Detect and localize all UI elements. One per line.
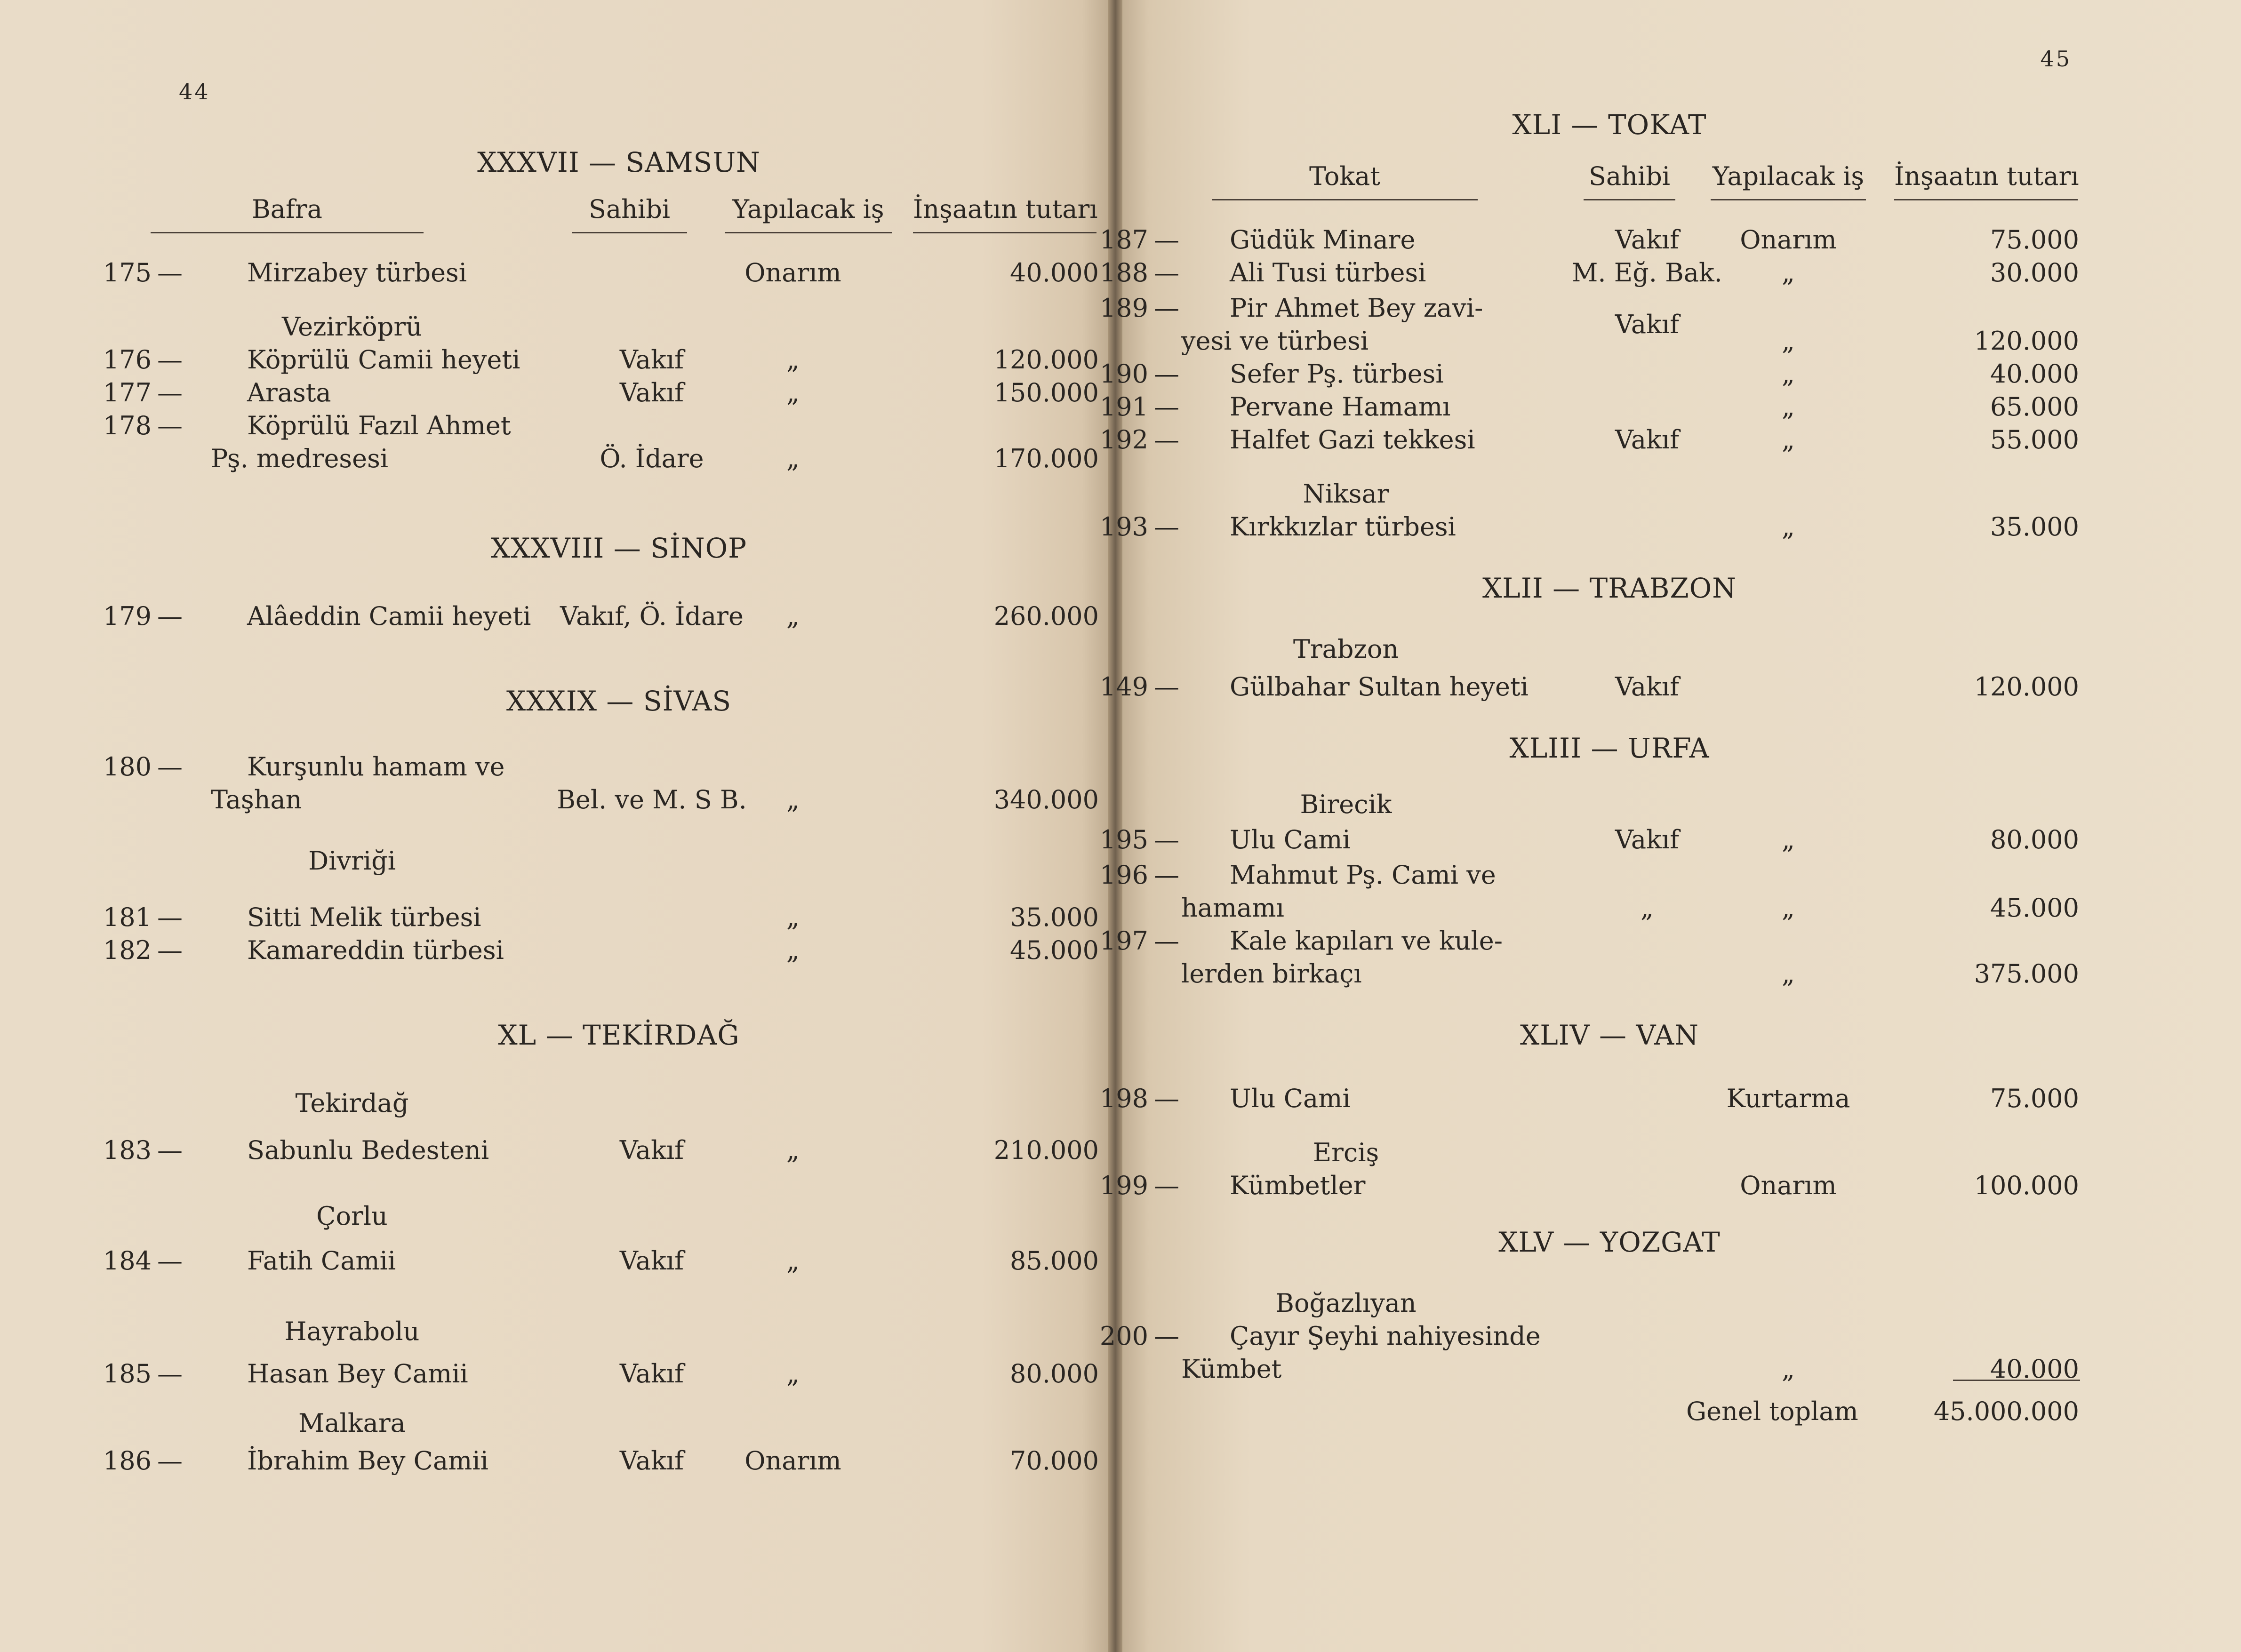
entry-work: „ — [1782, 326, 1795, 356]
entry-cost: 375.000 — [1974, 959, 2079, 989]
entry-work: „ — [1782, 512, 1795, 542]
entry-number: 187 — [1099, 225, 1148, 255]
entry-cost: 120.000 — [1974, 672, 2079, 702]
left-page — [0, 0, 1115, 1652]
entry-cost: 80.000 — [1010, 1359, 1099, 1389]
entry-owner: Vakıf — [1615, 672, 1680, 702]
entry-work: „ — [786, 601, 800, 631]
entry-number: 195 — [1099, 825, 1148, 854]
entry-number: 183 — [103, 1135, 152, 1165]
right-page-number: 45 — [2040, 46, 2072, 72]
entry-dash: — — [157, 752, 183, 782]
entry-dash: — — [157, 258, 183, 287]
entry-dash: — — [157, 411, 183, 440]
place-subheading: Erciş — [1313, 1138, 1379, 1167]
entry-number: 149 — [1099, 672, 1148, 702]
entry-work: „ — [786, 444, 800, 473]
place-subheading: Hayrabolu — [284, 1317, 420, 1346]
entry-name: Kırkkızlar türbesi — [1230, 512, 1456, 542]
entry-name: Köprülü Camii heyeti — [247, 345, 520, 375]
entry-owner: Vakıf — [619, 345, 684, 375]
entry-number: 199 — [1099, 1171, 1148, 1200]
entry-name-continued: hamamı — [1181, 893, 1284, 923]
entry-work: „ — [786, 1359, 800, 1389]
entry-name: Fatih Camii — [247, 1246, 396, 1276]
place-subheading: Trabzon — [1293, 634, 1399, 664]
entry-number: 179 — [103, 601, 152, 631]
entry-name-continued: yesi ve türbesi — [1181, 326, 1369, 356]
entry-dash: — — [1154, 672, 1179, 702]
entry-work: „ — [1782, 1354, 1795, 1384]
entry-name: Pir Ahmet Bey zavi- — [1230, 293, 1483, 323]
entry-owner: Vakıf — [619, 1246, 684, 1276]
entry-work: „ — [1782, 359, 1795, 389]
entry-dash: — — [157, 935, 183, 965]
column-header-rule — [1212, 199, 1478, 200]
section-title: XLII — TRABZON — [1482, 572, 1737, 604]
entry-number: 177 — [103, 378, 152, 407]
entry-name: Arasta — [247, 378, 331, 407]
entry-name: Alâeddin Camii heyeti — [247, 601, 531, 631]
entry-number: 178 — [103, 411, 152, 440]
entry-dash: — — [1154, 225, 1179, 255]
entry-number: 192 — [1099, 425, 1148, 455]
entry-name: Ulu Cami — [1230, 1084, 1351, 1113]
column-header-cost: İnşaatın tutarı — [913, 194, 1098, 224]
column-header-rule — [151, 232, 424, 233]
column-header-rule — [572, 232, 687, 233]
entry-work: „ — [1782, 825, 1795, 854]
entry-dash: — — [1154, 860, 1179, 890]
place-subheading: Vezirköprü — [282, 312, 422, 342]
entry-cost: 340.000 — [993, 785, 1099, 814]
entry-name-continued: Taşhan — [211, 785, 302, 814]
section-title: XXXVII — SAMSUN — [477, 146, 760, 178]
entry-dash: — — [157, 345, 183, 375]
entry-work: Onarım — [744, 258, 841, 287]
entry-cost: 65.000 — [1990, 392, 2079, 422]
entry-cost: 85.000 — [1010, 1246, 1099, 1276]
entry-name: Ulu Cami — [1230, 825, 1351, 854]
entry-owner: Vakıf — [619, 1135, 684, 1165]
entry-owner: Vakıf — [1615, 310, 1680, 339]
entry-dash: — — [1154, 359, 1179, 389]
entry-dash: — — [157, 1359, 183, 1389]
total-value: 45.000.000 — [1933, 1397, 2079, 1426]
entry-work: „ — [786, 378, 800, 407]
entry-name: Ali Tusi türbesi — [1230, 258, 1426, 287]
entry-cost: 35.000 — [1990, 512, 2079, 542]
entry-name: Gülbahar Sultan heyeti — [1230, 672, 1529, 702]
entry-name: İbrahim Bey Camii — [247, 1446, 488, 1476]
entry-dash: — — [1154, 258, 1179, 287]
entry-number: 184 — [103, 1246, 152, 1276]
entry-work: „ — [1782, 258, 1795, 287]
entry-name: Kamareddin türbesi — [247, 935, 504, 965]
entry-name-continued: Pş. medresesi — [211, 444, 389, 473]
entry-number: 186 — [103, 1446, 152, 1476]
place-subheading: Çorlu — [316, 1201, 388, 1231]
entry-work: „ — [786, 1135, 800, 1165]
entry-number: 193 — [1099, 512, 1148, 542]
entry-work: Kurtarma — [1726, 1084, 1850, 1113]
entry-work: „ — [786, 902, 800, 932]
entry-cost: 40.000 — [1010, 258, 1099, 287]
entry-name: Mahmut Pş. Cami ve — [1230, 860, 1496, 890]
entry-dash: — — [1154, 1171, 1179, 1200]
column-header-place: Bafra — [252, 194, 322, 224]
entry-number: 200 — [1099, 1321, 1148, 1351]
entry-name: Sefer Pş. türbesi — [1230, 359, 1444, 389]
entry-work: Onarım — [1740, 225, 1837, 255]
entry-owner: Vakıf — [619, 378, 684, 407]
entry-owner: Vakıf — [619, 1446, 684, 1476]
entry-work: „ — [786, 345, 800, 375]
entry-cost: 150.000 — [993, 378, 1099, 407]
entry-dash: — — [1154, 512, 1179, 542]
left-page-number: 44 — [179, 79, 210, 104]
entry-name: Güdük Minare — [1230, 225, 1416, 255]
entry-work: Onarım — [744, 1446, 841, 1476]
entry-name: Köprülü Fazıl Ahmet — [247, 411, 511, 440]
entry-owner: Vakıf, Ö. İdare — [560, 601, 744, 631]
entry-cost: 210.000 — [993, 1135, 1099, 1165]
entry-name: Pervane Hamamı — [1230, 392, 1451, 422]
entry-owner: Bel. ve M. S B. — [557, 785, 747, 814]
entry-number: 198 — [1099, 1084, 1148, 1113]
column-header-rule — [725, 232, 892, 233]
entry-cost: 45.000 — [1010, 935, 1099, 965]
entry-number: 180 — [103, 752, 152, 782]
entry-work: „ — [1782, 893, 1795, 923]
place-subheading: Boğazlıyan — [1275, 1288, 1417, 1318]
entry-cost: 80.000 — [1990, 825, 2079, 854]
entry-cost: 40.000 — [1990, 1354, 2079, 1384]
entry-cost: 35.000 — [1010, 902, 1099, 932]
entry-name-continued: lerden birkaçı — [1181, 959, 1362, 989]
entry-number: 197 — [1099, 926, 1148, 956]
place-subheading: Divriği — [308, 846, 396, 876]
total-label: Genel toplam — [1686, 1397, 1858, 1426]
column-header-rule — [1584, 199, 1675, 200]
column-header-rule — [1711, 199, 1866, 200]
entry-work: „ — [1782, 425, 1795, 455]
entry-name: Halfet Gazi tekkesi — [1230, 425, 1475, 455]
column-header-rule — [913, 232, 1096, 233]
section-title: XXXVIII — SİNOP — [490, 532, 747, 564]
entry-number: 190 — [1099, 359, 1148, 389]
entry-owner: M. Eğ. Bak. — [1572, 258, 1722, 287]
entry-name: Çayır Şeyhi nahiyesinde — [1230, 1321, 1541, 1351]
entry-cost: 120.000 — [1974, 326, 2079, 356]
entry-dash: — — [157, 601, 183, 631]
total-rule — [1953, 1380, 2080, 1381]
entry-number: 182 — [103, 935, 152, 965]
entry-owner: Vakıf — [619, 1359, 684, 1389]
entry-work: „ — [786, 785, 800, 814]
entry-owner: Vakıf — [1615, 225, 1680, 255]
column-header-work: Yapılacak iş — [1712, 161, 1865, 191]
entry-number: 191 — [1099, 392, 1148, 422]
entry-dash: — — [1154, 825, 1179, 854]
entry-dash: — — [157, 1135, 183, 1165]
section-title: XLI — TOKAT — [1512, 109, 1707, 141]
entry-cost: 75.000 — [1990, 1084, 2079, 1113]
entry-name: Hasan Bey Camii — [247, 1359, 468, 1389]
entry-owner: Ö. İdare — [600, 444, 704, 473]
entry-cost: 55.000 — [1990, 425, 2079, 455]
entry-name: Mirzabey türbesi — [247, 258, 467, 287]
entry-number: 189 — [1099, 293, 1148, 323]
entry-dash: — — [157, 902, 183, 932]
entry-number: 188 — [1099, 258, 1148, 287]
entry-dash: — — [157, 378, 183, 407]
entry-number: 176 — [103, 345, 152, 375]
entry-name: Kümbetler — [1230, 1171, 1366, 1200]
entry-name-continued: Kümbet — [1181, 1354, 1282, 1384]
entry-owner: Vakıf — [1615, 425, 1680, 455]
section-title: XLIII — URFA — [1509, 732, 1710, 764]
place-subheading: Malkara — [298, 1408, 406, 1438]
column-header-owner: Sahibi — [1588, 161, 1671, 191]
place-subheading: Niksar — [1303, 479, 1389, 509]
entry-cost: 170.000 — [993, 444, 1099, 473]
entry-dash: — — [157, 1246, 183, 1276]
entry-number: 175 — [103, 258, 152, 287]
entry-name: Sabunlu Bedesteni — [247, 1135, 489, 1165]
entry-dash: — — [1154, 1321, 1179, 1351]
entry-dash: — — [1154, 293, 1179, 323]
entry-dash: — — [157, 1446, 183, 1476]
entry-dash: — — [1154, 1084, 1179, 1113]
column-header-cost: İnşaatın tutarı — [1894, 161, 2079, 191]
entry-name: Sitti Melik türbesi — [247, 902, 481, 932]
entry-cost: 30.000 — [1990, 258, 2079, 287]
entry-name: Kurşunlu hamam ve — [247, 752, 505, 782]
section-title: XLIV — VAN — [1520, 1019, 1699, 1051]
entry-number: 196 — [1099, 860, 1148, 890]
entry-number: 181 — [103, 902, 152, 932]
entry-cost: 40.000 — [1990, 359, 2079, 389]
column-header-work: Yapılacak iş — [732, 194, 884, 224]
entry-number: 185 — [103, 1359, 152, 1389]
entry-cost: 120.000 — [993, 345, 1099, 375]
entry-work: Onarım — [1740, 1171, 1837, 1200]
section-title: XLV — YOZGAT — [1498, 1226, 1721, 1258]
entry-cost: 100.000 — [1974, 1171, 2079, 1200]
entry-owner: Vakıf — [1615, 825, 1680, 854]
entry-work: „ — [786, 1246, 800, 1276]
entry-work: „ — [786, 935, 800, 965]
entry-work: „ — [1782, 392, 1795, 422]
entry-cost: 45.000 — [1990, 893, 2079, 923]
entry-work: „ — [1782, 959, 1795, 989]
entry-cost: 75.000 — [1990, 225, 2079, 255]
column-header-owner: Sahibi — [588, 194, 671, 224]
entry-dash: — — [1154, 926, 1179, 956]
entry-owner: „ — [1641, 893, 1654, 923]
entry-cost: 70.000 — [1010, 1446, 1099, 1476]
entry-dash: — — [1154, 392, 1179, 422]
column-header-place: Tokat — [1309, 161, 1380, 191]
place-subheading: Birecik — [1300, 790, 1392, 819]
column-header-rule — [1894, 199, 2078, 200]
entry-cost: 260.000 — [993, 601, 1099, 631]
section-title: XL — TEKİRDAĞ — [498, 1019, 740, 1051]
entry-name: Kale kapıları ve kule- — [1230, 926, 1503, 956]
entry-dash: — — [1154, 425, 1179, 455]
section-title: XXXIX — SİVAS — [506, 685, 732, 717]
place-subheading: Tekirdağ — [295, 1088, 409, 1118]
